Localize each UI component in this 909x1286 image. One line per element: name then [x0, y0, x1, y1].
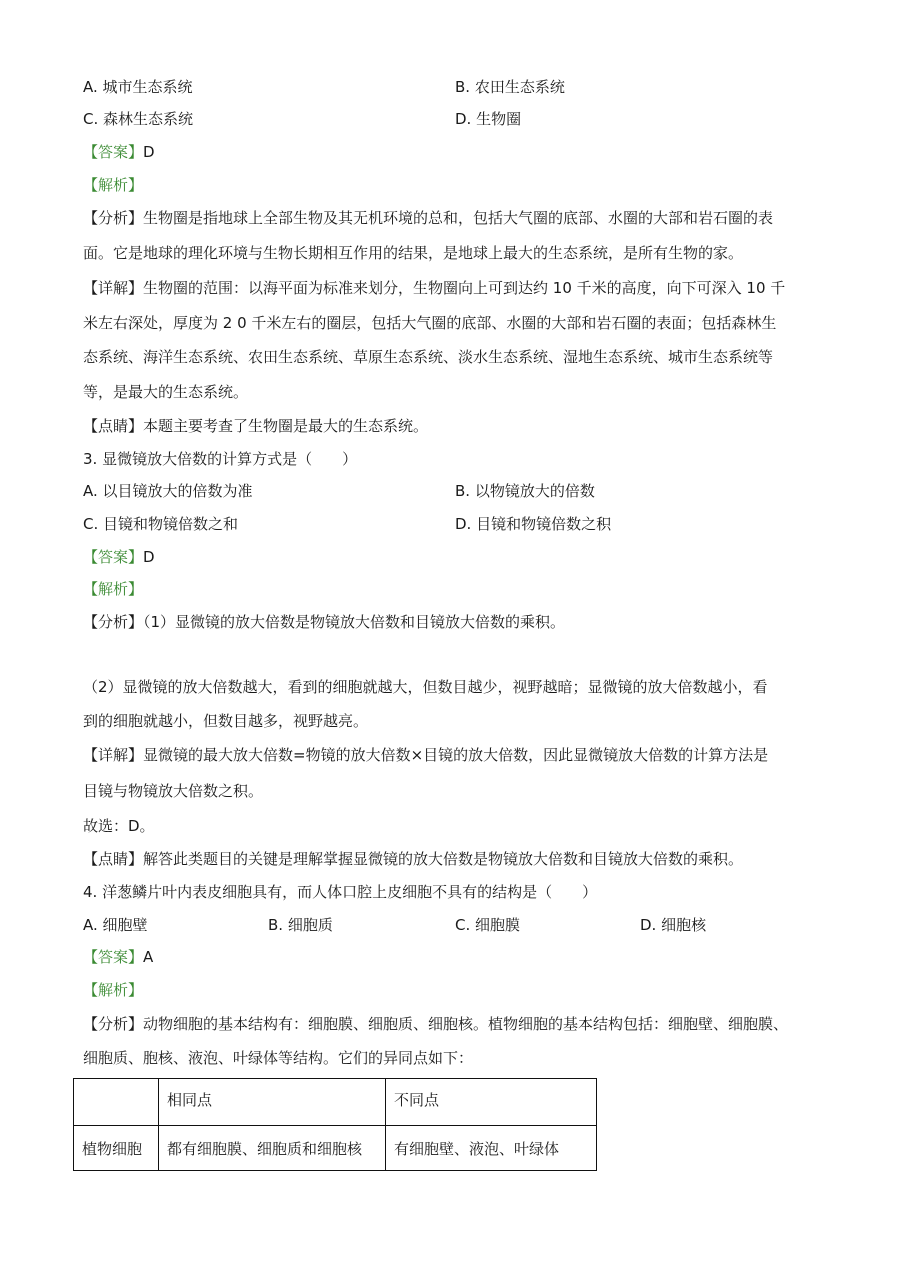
fenxi-tag: 【分析】	[83, 209, 144, 227]
dianjing-text: 本题主要考查了生物圈是最大的生态系统。	[143, 417, 429, 435]
q4-fenxi-text-1: 动物细胞的基本结构有：细胞膜、细胞质、细胞核。植物细胞的基本结构包括：细胞壁、细胞膜、	[143, 1015, 789, 1033]
xiangjie-line-3: 态系统、海洋生态系统、农田生态系统、草原生态系统、淡水生态系统、湿地生态系统、城市生态系统等	[83, 348, 774, 366]
xiangjie-tag: 【详解】	[83, 279, 144, 297]
option-d: D. 生物圈	[455, 110, 522, 128]
question-4-stem: 4. 洋葱鳞片叶内表皮细胞具有，而人体口腔上皮细胞不具有的结构是（ ）	[83, 883, 598, 901]
q3-dianjing-line	[83, 849, 743, 869]
question-3-stem: 3. 显微镜放大倍数的计算方式是（ ）	[83, 450, 358, 468]
q4-analysis-tag: 【解析】	[83, 981, 144, 999]
q3-xiangjie-line-2: 目镜与物镜放大倍数之积。	[83, 782, 264, 800]
q4-option-a: A. 细胞壁	[83, 916, 148, 934]
q3-dianjing-text: 解答此类题目的关键是理解掌握显微镜的放大倍数是物镜放大倍数和目镜放大倍数的乘积。	[143, 850, 744, 868]
table-row	[74, 1126, 597, 1171]
table-header-cell: 不同点	[386, 1079, 597, 1126]
q3-fenxi-line-3: 到的细胞就越小，但数目越多，视野越亮。	[83, 712, 369, 730]
table-cell: 有细胞壁、液泡、叶绿体	[386, 1126, 597, 1171]
table-header-cell: 相同点	[159, 1079, 386, 1126]
q3-answer-line	[83, 547, 155, 567]
option-b: B. 农田生态系统	[455, 78, 565, 96]
q3-fenxi-line-2: （2）显微镜的放大倍数越大，看到的细胞就越大，但数目越少，视野越暗；显微镜的放大倍数越小，看	[83, 678, 768, 696]
q4-fenxi-line-2: 细胞质、胞核、液泡、叶绿体等结构。它们的异同点如下：	[83, 1049, 474, 1067]
answer-value: D	[143, 143, 155, 161]
q3-xiangjie-tag: 【详解】	[83, 746, 144, 764]
option-c: C. 森林生态系统	[83, 110, 194, 128]
q3-xiangjie-text-1: 显微镜的最大放大倍数=物镜的放大倍数×目镜的放大倍数，因此显微镜放大倍数的计算方法是	[143, 746, 769, 764]
fenxi-line-2: 面。它是地球的理化环境与生物长期相互作用的结果，是地球上最大的生态系统，是所有生物的家。	[83, 244, 744, 262]
q3-guxuan: 故选：D。	[83, 817, 155, 835]
q3-option-c: C. 目镜和物镜倍数之和	[83, 515, 239, 533]
q3-option-d: D. 目镜和物镜倍数之积	[455, 515, 612, 533]
q4-answer-tag: 【答案】	[83, 948, 144, 966]
q4-option-b: B. 细胞质	[268, 916, 333, 934]
q4-fenxi-tag: 【分析】	[83, 1015, 144, 1033]
analysis-tag: 【解析】	[83, 176, 144, 194]
q3-dianjing-tag: 【点睛】	[83, 850, 144, 868]
answer-line	[83, 142, 155, 162]
option-a: A. 城市生态系统	[83, 78, 193, 96]
xiangjie-line-2: 米左右深处，厚度为 2 0 千米左右的圈层，包括大气圈的底部、水圈的大部和岩石圈的表面；包括森林生	[83, 314, 777, 332]
comparison-table	[73, 1078, 597, 1171]
q4-answer-line	[83, 947, 153, 967]
q3-fenxi-text-1: （1）显微镜的放大倍数是物镜放大倍数和目镜放大倍数的乘积。	[143, 613, 566, 631]
fenxi-text: 生物圈是指地球上全部生物及其无机环境的总和，包括大气圈的底部、水圈的大部和岩石圈的表	[143, 209, 774, 227]
q3-answer-tag: 【答案】	[83, 548, 144, 566]
table-cell: 都有细胞膜、细胞质和细胞核	[159, 1126, 386, 1171]
q4-fenxi-line-1	[83, 1014, 788, 1034]
q3-fenxi-tag: 【分析】	[83, 613, 144, 631]
q4-option-c: C. 细胞膜	[455, 916, 521, 934]
table-cell: 植物细胞	[74, 1126, 159, 1171]
table-header-row	[74, 1079, 597, 1126]
table-header-cell	[74, 1079, 159, 1126]
q3-fenxi-line-1	[83, 612, 565, 632]
dianjing-tag: 【点睛】	[83, 417, 144, 435]
q3-analysis-tag: 【解析】	[83, 580, 144, 598]
q4-answer-value: A	[143, 948, 154, 966]
fenxi-line-1	[83, 208, 773, 228]
xiangjie-line-4: 等，是最大的生态系统。	[83, 383, 249, 401]
q4-option-d: D. 细胞核	[640, 916, 707, 934]
dianjing-line	[83, 416, 428, 436]
xiangjie-line-1	[83, 278, 785, 298]
q3-answer-value: D	[143, 548, 155, 566]
xiangjie-text: 生物圈的范围：以海平面为标准来划分，生物圈向上可到达约 10 千米的高度，向下可深入 10 千	[143, 279, 786, 297]
q3-option-b: B. 以物镜放大的倍数	[455, 482, 595, 500]
answer-tag: 【答案】	[83, 143, 144, 161]
q3-xiangjie-line-1	[83, 745, 768, 765]
q4-options-row	[83, 915, 843, 935]
q3-option-a: A. 以目镜放大的倍数为准	[83, 482, 253, 500]
